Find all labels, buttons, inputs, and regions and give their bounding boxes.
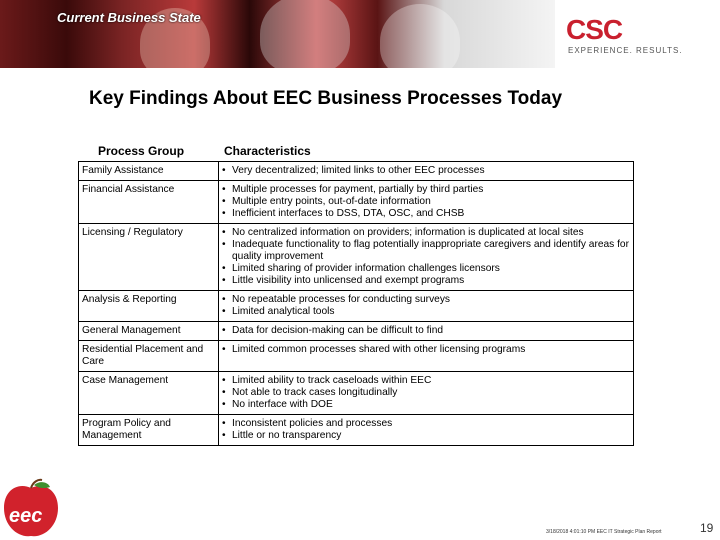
characteristics-cell bbox=[219, 415, 634, 446]
eec-logo-text: eec bbox=[9, 505, 43, 527]
page-number: 19 bbox=[700, 521, 714, 535]
characteristics-list bbox=[222, 418, 629, 442]
characteristic-item: • Data for decision-making can be difficult to find bbox=[222, 325, 629, 337]
page-title: Key Findings About EEC Business Processes Today bbox=[89, 88, 563, 109]
table-row bbox=[79, 372, 634, 415]
process-group-cell: Licensing / Regulatory bbox=[79, 224, 219, 291]
characteristics-cell bbox=[219, 322, 634, 341]
characteristic-item: • Multiple entry points, out-of-date information bbox=[222, 196, 629, 208]
characteristics-list bbox=[222, 344, 629, 356]
csc-logo bbox=[566, 14, 696, 58]
characteristic-item: • Inconsistent policies and processes bbox=[222, 418, 629, 430]
characteristics-list bbox=[222, 227, 629, 287]
table-row bbox=[79, 341, 634, 372]
characteristics-cell bbox=[219, 291, 634, 322]
characteristic-item: • Inadequate functionality to flag potentially inappropriate caregivers and identify areas for quality improvement bbox=[222, 239, 629, 263]
section-title: Current Business State bbox=[57, 10, 201, 25]
process-group-cell: General Management bbox=[79, 322, 219, 341]
characteristic-item: • Inefficient interfaces to DSS, DTA, OSC, and CHSB bbox=[222, 208, 629, 220]
table-header bbox=[78, 144, 634, 160]
characteristics-cell bbox=[219, 162, 634, 181]
characteristics-cell bbox=[219, 224, 634, 291]
characteristics-cell bbox=[219, 341, 634, 372]
header-banner bbox=[0, 0, 720, 68]
header-process-group: Process Group bbox=[98, 144, 185, 158]
process-group-cell: Residential Placement and Care bbox=[79, 341, 219, 372]
characteristic-item: • Limited ability to track caseloads within EEC bbox=[222, 375, 629, 387]
characteristic-item: • No repeatable processes for conducting surveys bbox=[222, 294, 629, 306]
process-group-cell: Program Policy and Management bbox=[79, 415, 219, 446]
characteristics-cell bbox=[219, 181, 634, 224]
characteristics-list bbox=[222, 294, 629, 318]
process-group-cell: Financial Assistance bbox=[79, 181, 219, 224]
eec-apple-logo bbox=[0, 478, 62, 540]
header-characteristics: Characteristics bbox=[224, 144, 311, 158]
table-row bbox=[79, 224, 634, 291]
table-row bbox=[79, 322, 634, 341]
table-row bbox=[79, 162, 634, 181]
characteristics-list bbox=[222, 375, 629, 411]
characteristic-item: • Limited common processes shared with other licensing programs bbox=[222, 344, 629, 356]
process-group-cell: Analysis & Reporting bbox=[79, 291, 219, 322]
characteristic-item: • No centralized information on providers; information is duplicated at local sites bbox=[222, 227, 629, 239]
characteristics-list bbox=[222, 165, 629, 177]
characteristics-list bbox=[222, 325, 629, 337]
findings-table bbox=[78, 161, 634, 446]
process-group-cell: Case Management bbox=[79, 372, 219, 415]
characteristic-item: • Limited analytical tools bbox=[222, 306, 629, 318]
characteristic-item: • Little visibility into unlicensed and exempt programs bbox=[222, 275, 629, 287]
characteristic-item: • No interface with DOE bbox=[222, 399, 629, 411]
table-row bbox=[79, 415, 634, 446]
process-group-cell: Family Assistance bbox=[79, 162, 219, 181]
footer-meta: 3/18/2018 4:01:10 PM EEC IT Strategic Plan Report bbox=[546, 529, 662, 535]
csc-logo-mark: CSC bbox=[566, 14, 623, 45]
characteristic-item: • Not able to track cases longitudinally bbox=[222, 387, 629, 399]
characteristic-item: • Little or no transparency bbox=[222, 430, 629, 442]
table-row bbox=[79, 181, 634, 224]
characteristic-item: • Multiple processes for payment, partially by third parties bbox=[222, 184, 629, 196]
table-row bbox=[79, 291, 634, 322]
characteristic-item: • Very decentralized; limited links to other EEC processes bbox=[222, 165, 629, 177]
characteristics-list bbox=[222, 184, 629, 220]
csc-logo-tagline: EXPERIENCE. RESULTS. bbox=[568, 46, 683, 55]
characteristics-cell bbox=[219, 372, 634, 415]
characteristic-item: • Limited sharing of provider information challenges licensors bbox=[222, 263, 629, 275]
